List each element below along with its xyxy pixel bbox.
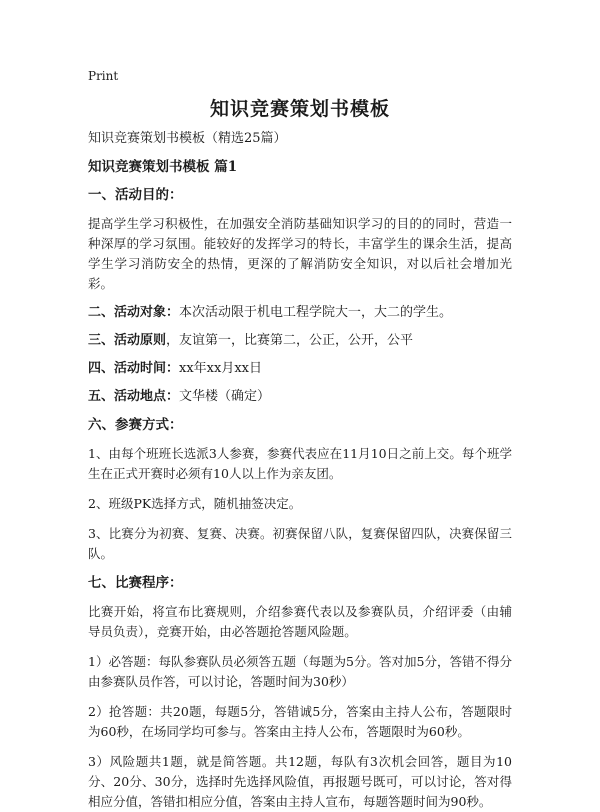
section-2-line [88,304,512,322]
part-title: 知识竞赛策划书模板 篇1 [88,159,238,175]
section-6-title: 六、参赛方式： [88,417,183,433]
section-3-head: 三、活动原则 [88,333,167,348]
section-4-head: 四、活动时间： [88,361,180,376]
section-2-body: 本次活动限于机电工程学院大一，大二的学生。 [179,305,453,320]
section-7-item-2: 2）抢答题：共20题，每题5分，答错诚5分，答案由主持人公布，答题限时为60秒，在场同学均可参与。答案由主持人公布，答题限时为60秒。 [88,704,512,739]
print-label[interactable]: Print [88,69,119,83]
section-5-head: 五、活动地点： [88,389,180,404]
section-6-item-2: 2、班级PK选择方式，随机抽签决定。 [88,496,302,511]
section-6-item-3: 3、比赛分为初赛、复赛、决赛。初赛保留八队，复赛保留四队，决赛保留三队。 [88,526,512,561]
section-6-item-1: 1、由每个班班长选派3人参赛，参赛代表应在11月10日之前上交。每个班学生在正式开赛时必须有10人以上作为亲友团。 [88,446,512,481]
section-7-item-1: 1）必答题：每队参赛队员必须答五题（每题为5分。答对加5分，答错不得分由参赛队员作答，可以讨论，答题时间为30秒） [88,654,512,689]
section-4-line [88,360,512,378]
section-4-body: xx年xx月xx日 [179,361,263,376]
section-7-item-3: 3）风险题共1题，就是简答题。共12题，每队有3次机会回答，题目为10分、20分、30分，选择时先选择风险值，再报题号既可，可以讨论，答对得相应分值，答错扣相应分值，答案由主持人宣布，每题答题时间为90秒。 [88,754,512,809]
document-subtitle: 知识竞赛策划书模板（精选25篇） [88,131,287,146]
section-1-body: 提高学生学习积极性，在加强安全消防基础知识学习的目的的同时，营造一种深厚的学习氛围。能较好的发挥学习的特长，丰富学生的课余生活，提高学生学习消防安全的热情，更深的了解消防安全知识，对以后社会增加光彩。 [88,216,512,291]
section-3-body: ，友谊第一，比赛第二，公正，公开，公平 [166,333,414,348]
section-7-title: 七、比赛程序： [88,575,183,591]
section-5-body: 文华楼（确定） [179,389,271,404]
section-7-intro: 比赛开始，将宣布比赛规则，介绍参赛代表以及参赛队员，介绍评委（由辅导员负责），竞赛开始，由必答题抢答题风险题。 [88,604,512,639]
section-1-title: 一、活动目的： [88,187,183,203]
section-2-head: 二、活动对象： [88,305,180,320]
section-5-line [88,388,512,406]
document-title: 知识竞赛策划书模板 [209,98,390,120]
section-3-line [88,332,512,350]
